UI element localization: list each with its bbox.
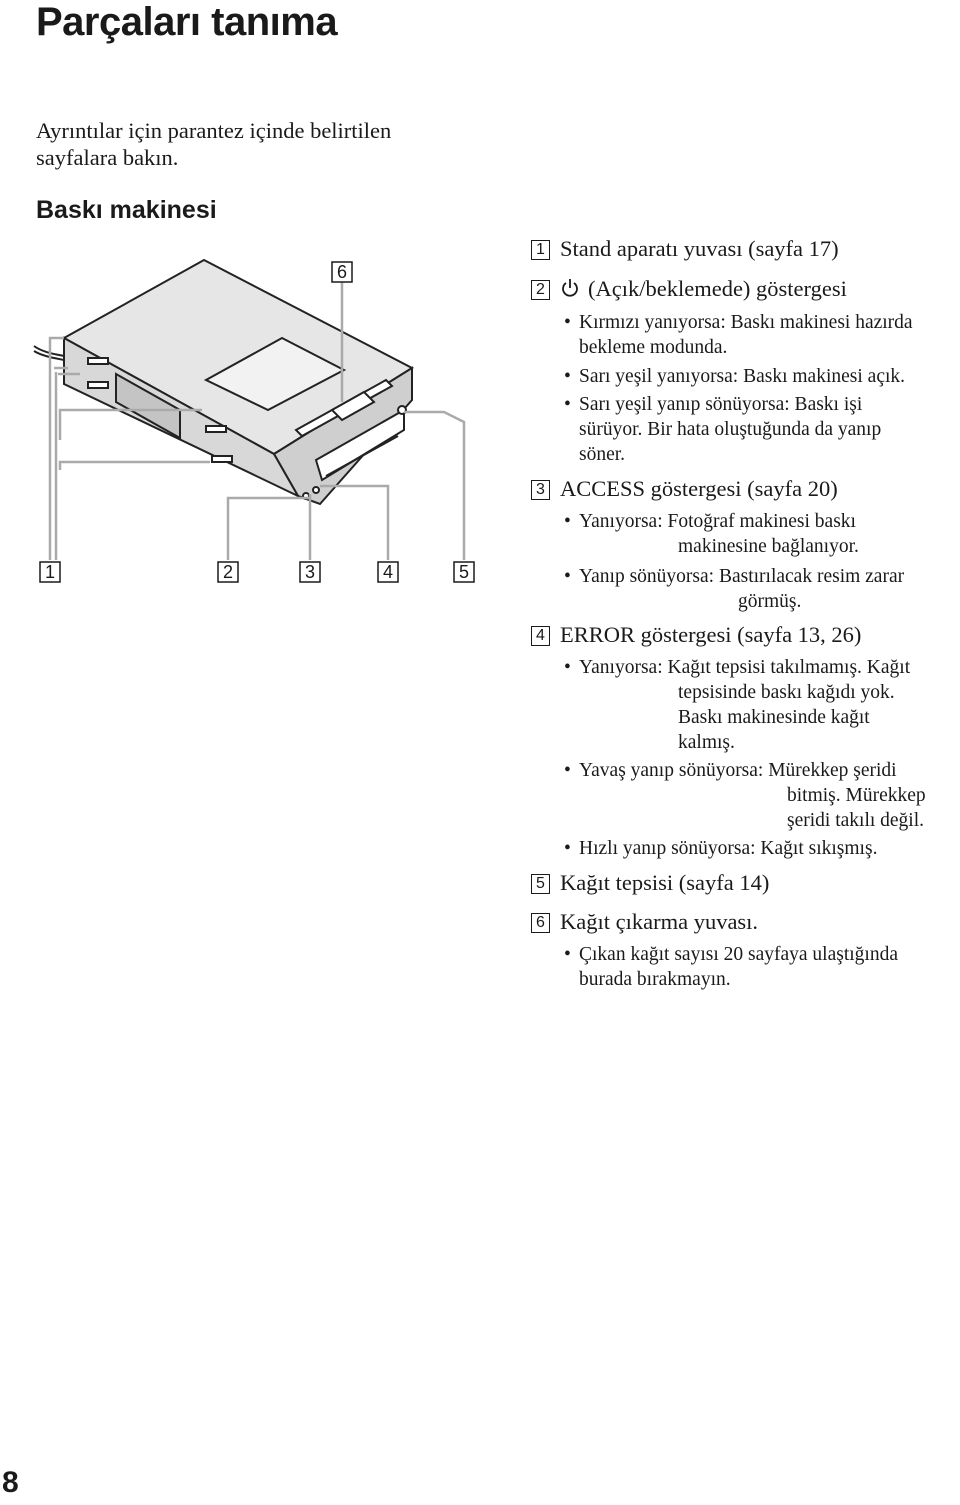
callout-2-label: 2 <box>222 562 234 582</box>
list-item <box>531 622 861 648</box>
item-label: Stand aparatı yuvası (sayfa 17) <box>560 236 839 261</box>
item-number: 4 <box>531 626 550 646</box>
item-label: ERROR göstergesi (sayfa 13, 26) <box>560 622 862 647</box>
item-label: Kağıt tepsisi (sayfa 14) <box>560 870 770 895</box>
power-icon <box>560 278 580 298</box>
page-title: Parçaları tanıma <box>36 0 338 44</box>
item-number: 5 <box>531 874 550 894</box>
item-number: 3 <box>531 480 550 500</box>
callout-2 <box>218 562 238 582</box>
callout-4 <box>378 562 398 582</box>
page-number: 8 <box>2 1466 19 1499</box>
item-number: 2 <box>531 280 550 300</box>
list-item <box>531 276 847 302</box>
stand-slot <box>88 358 108 364</box>
error-indicator <box>313 487 319 493</box>
callout-5 <box>454 562 474 582</box>
item-label: ACCESS göstergesi (sayfa 20) <box>560 476 838 501</box>
callout-4-label: 4 <box>382 562 394 582</box>
item-label: (Açık/beklemede) göstergesi <box>588 276 847 301</box>
callout-6 <box>332 262 352 282</box>
item-number: 1 <box>531 240 550 260</box>
callout-1-label: 1 <box>44 562 56 582</box>
list-item <box>531 236 839 262</box>
list-item <box>531 909 758 935</box>
callout-1 <box>40 562 60 582</box>
list-item <box>531 476 838 502</box>
callout-6-label: 6 <box>336 262 348 282</box>
callout-3 <box>300 562 320 582</box>
list-item <box>531 870 769 896</box>
section-title: Baskı makinesi <box>36 196 217 224</box>
callout-5-label: 5 <box>458 562 470 582</box>
callout-3-label: 3 <box>304 562 316 582</box>
item-number: 6 <box>531 913 550 933</box>
printer-diagram <box>20 250 500 590</box>
item-label: Kağıt çıkarma yuvası. <box>560 909 759 934</box>
intro-text: Ayrıntılar için parantez içinde belirtilen sayfalara bakın. <box>36 118 392 170</box>
